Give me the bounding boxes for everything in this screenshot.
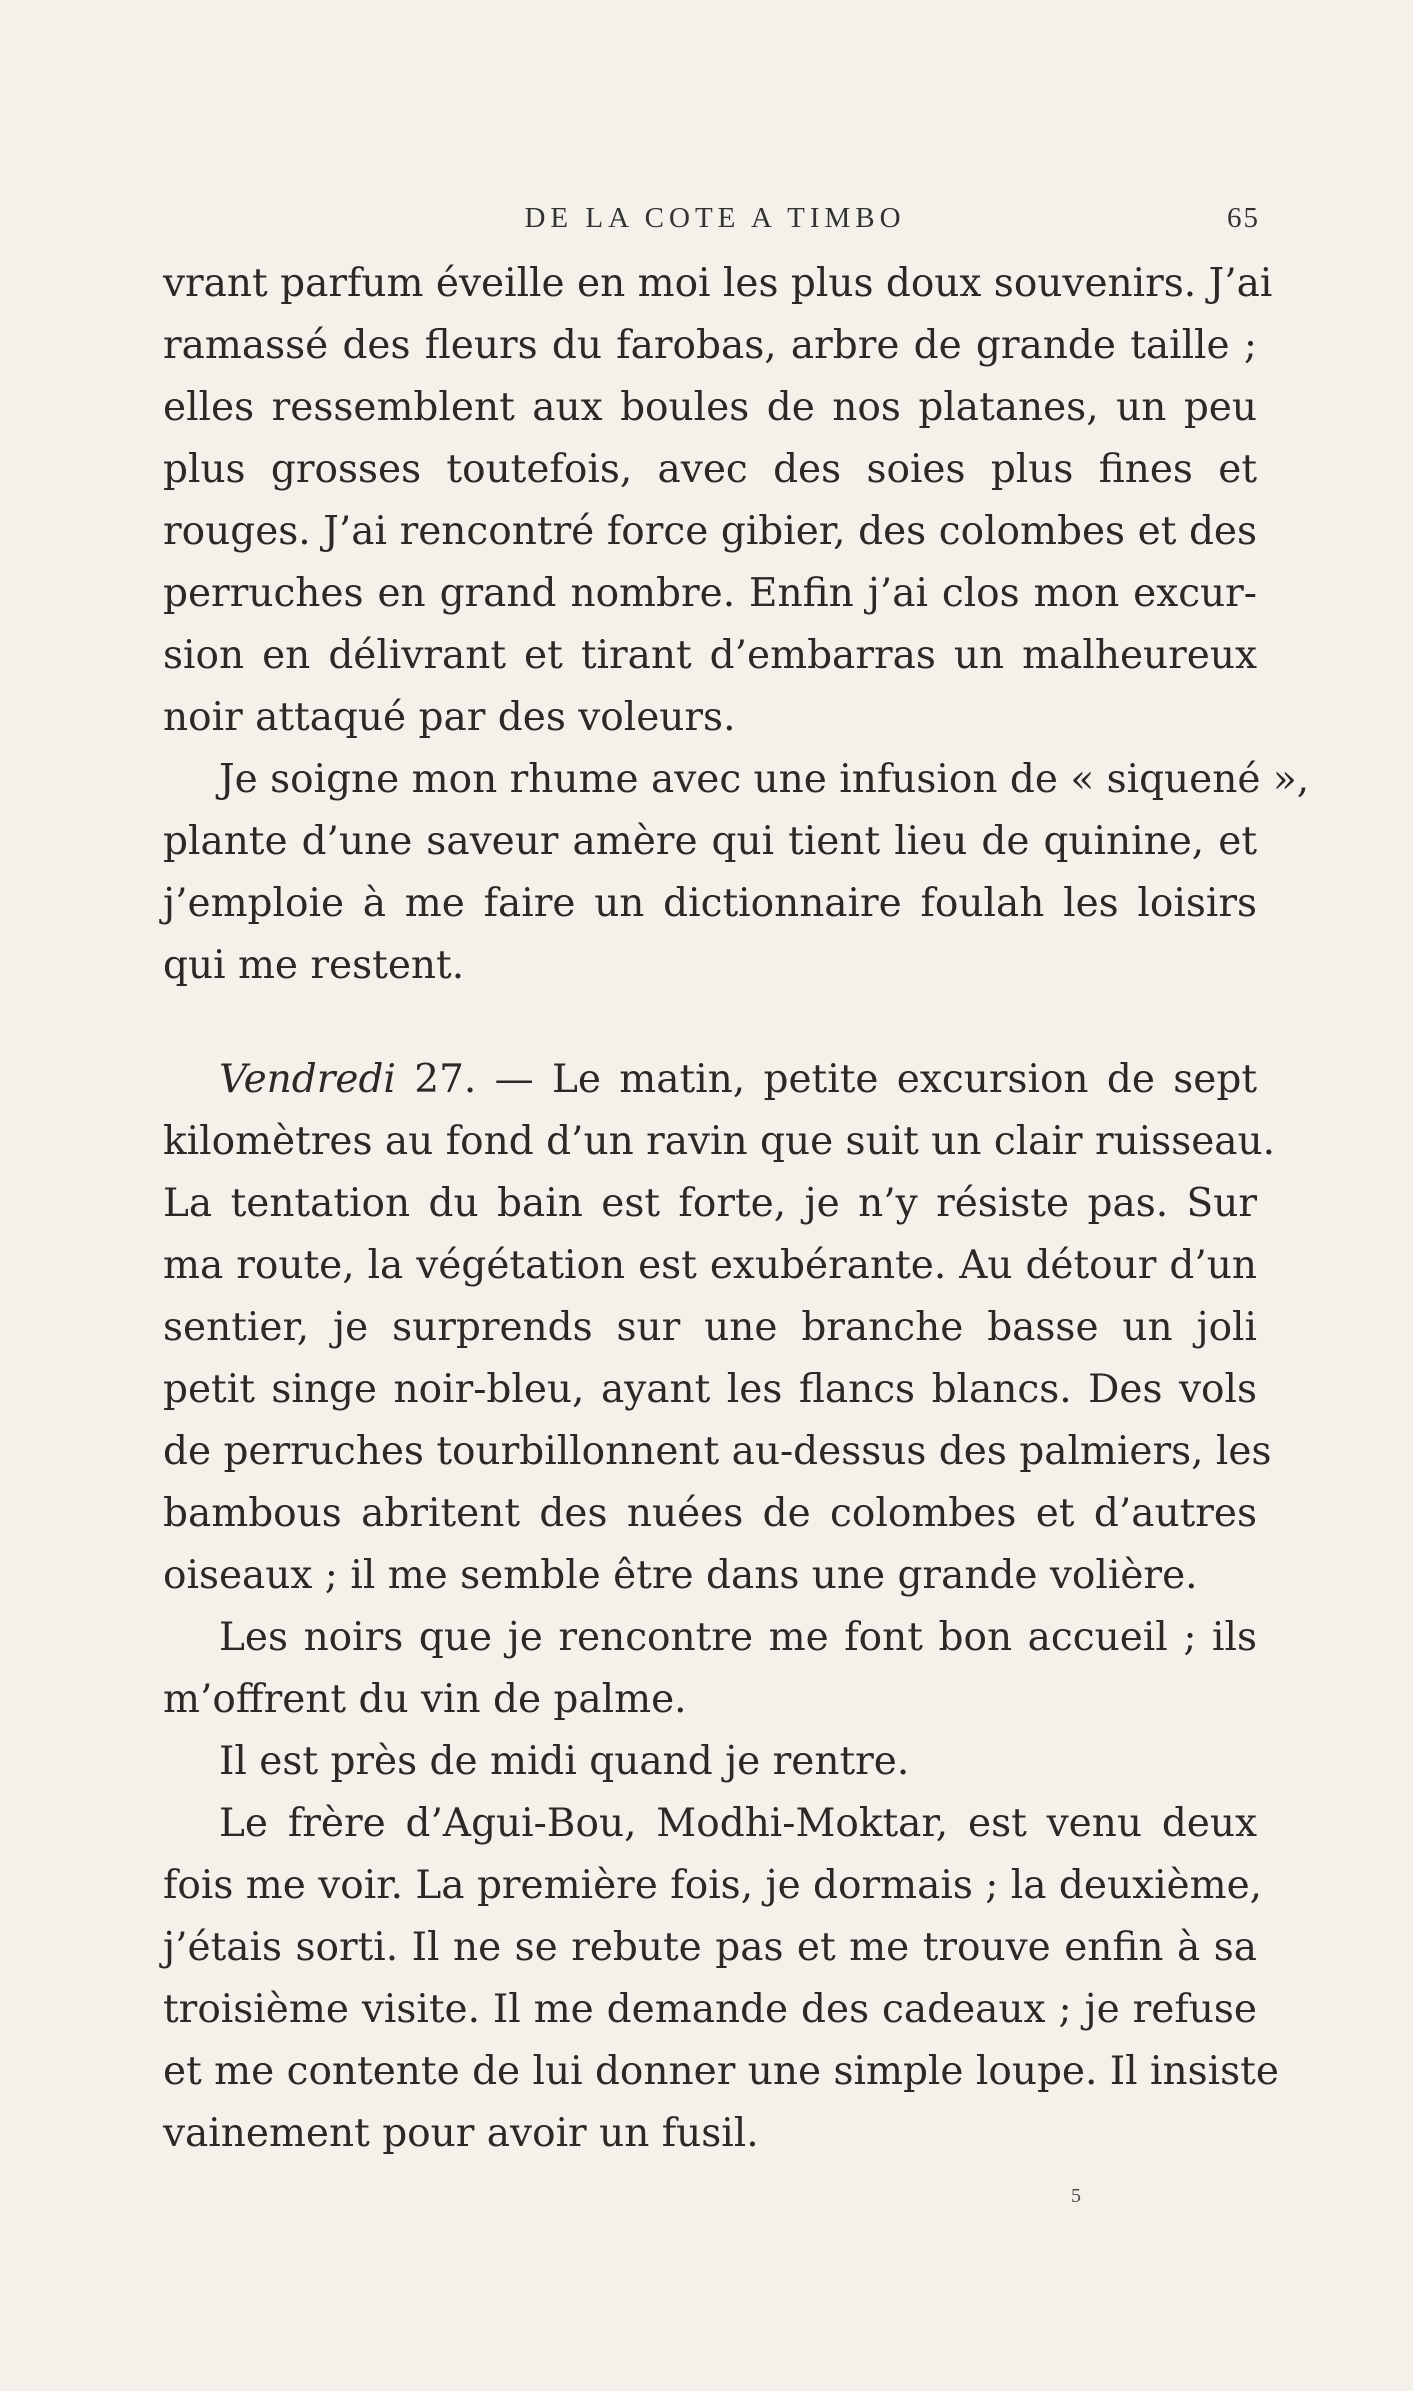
text-line: bambous abritent des nuées de colombes et d’autres [163, 1491, 1257, 1536]
page-body [163, 253, 1310, 2165]
text-line: plus grosses toutefois, avec des soies plus fines et [163, 447, 1257, 492]
text-line: ma route, la végétation est exubérante. Au détour d’un [163, 1243, 1257, 1288]
text-line: j’étais sorti. Il ne se rebute pas et me trouve enfin à sa [163, 1925, 1257, 1970]
text-line: noir attaqué par des voleurs. [163, 695, 736, 740]
paragraph-gap [163, 997, 1257, 1049]
text-line: qui me restent. [163, 943, 465, 988]
text-line: Il est près de midi quand je rentre. [219, 1739, 910, 1784]
text-line: La tentation du bain est forte, je n’y résiste pas. Sur [163, 1181, 1257, 1226]
date-label: Vendredi [219, 1057, 396, 1102]
text-line: sion en délivrant et tirant d’embarras un malheureux [163, 633, 1257, 678]
text-line: elles ressemblent aux boules de nos platanes, un peu [163, 385, 1257, 430]
text-line: plante d’une saveur amère qui tient lieu de quinine, et [163, 819, 1257, 864]
page-number: 65 [1227, 202, 1260, 234]
text-line: et me contente de lui donner une simple loupe. Il insiste [163, 2049, 1279, 2094]
text-line: kilomètres au fond d’un ravin que suit un clair ruisseau. [163, 1119, 1276, 1164]
running-title: DE LA COTE A TIMBO [524, 202, 906, 234]
text-line: sentier, je surprends sur une branche basse un joli [163, 1305, 1257, 1350]
text-line: fois me voir. La première fois, je dormais ; la deuxième, [163, 1863, 1263, 1908]
date-line-text: 27. — Le matin, petite excursion de sept [395, 1057, 1257, 1102]
text-line: vainement pour avoir un fusil. [163, 2111, 759, 2156]
text-line: Je soigne mon rhume avec une infusion de « siquené », [219, 757, 1310, 802]
text-line: m’offrent du vin de palme. [163, 1677, 687, 1722]
text-line: j’emploie à me faire un dictionnaire foulah les loisirs [163, 881, 1257, 926]
text-line: petit singe noir-bleu, ayant les flancs blancs. Des vols [163, 1367, 1257, 1412]
text-line: vrant parfum éveille en moi les plus doux souvenirs. J’ai [163, 261, 1273, 306]
text-line: Les noirs que je rencontre me font bon accueil ; ils [219, 1615, 1257, 1660]
signature-mark: 5 [1071, 2185, 1081, 2207]
text-line: oiseaux ; il me semble être dans une grande volière. [163, 1553, 1198, 1598]
dated-entry-line [163, 1049, 1257, 1111]
text-line: rouges. J’ai rencontré force gibier, des colombes et des [163, 509, 1257, 554]
text-line: ramassé des fleurs du farobas, arbre de grande taille ; [163, 323, 1257, 368]
page-header [170, 202, 1260, 242]
text-line: Le frère d’Agui-Bou, Modhi-Moktar, est venu deux [219, 1801, 1257, 1846]
text-line: troisième visite. Il me demande des cadeaux ; je refuse [163, 1987, 1257, 2032]
text-line: de perruches tourbillonnent au-dessus des palmiers, les [163, 1429, 1272, 1474]
text-line: perruches en grand nombre. Enfin j’ai clos mon excur- [163, 571, 1257, 616]
